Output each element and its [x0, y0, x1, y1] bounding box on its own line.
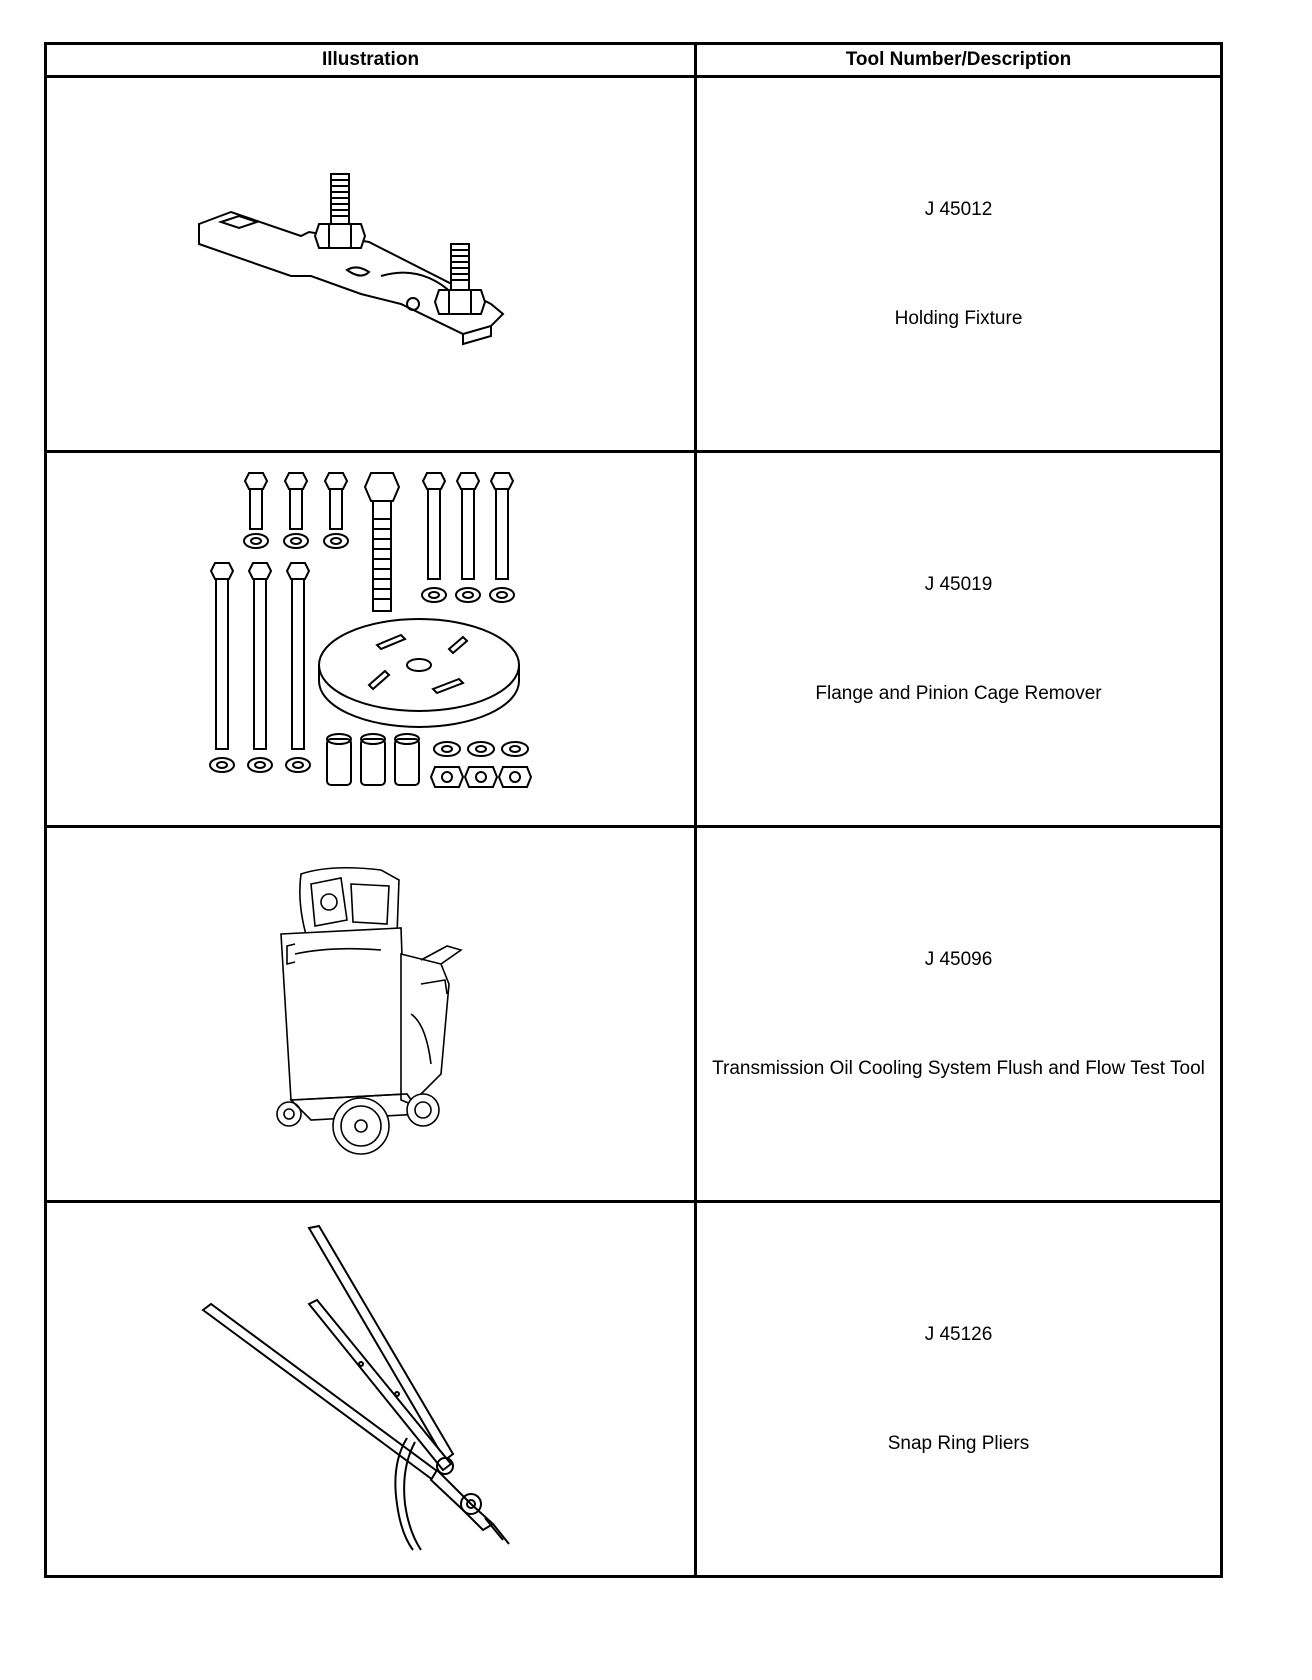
header-row [46, 44, 1222, 77]
tool-description: Holding Fixture [894, 307, 1023, 329]
illustration-cell [46, 452, 696, 827]
tool-description: Snap Ring Pliers [887, 1432, 1030, 1454]
table-row [46, 827, 1222, 1202]
table-row [46, 452, 1222, 827]
tool-number: J 45096 [924, 948, 993, 970]
tool-description: Transmission Oil Cooling System Flush and Flow Test Tool [712, 1057, 1205, 1079]
flush-flow-test-tool-illustration [271, 864, 471, 1164]
description-cell [696, 452, 1222, 827]
tool-number: J 45012 [924, 198, 993, 220]
tool-number: J 45019 [924, 573, 993, 595]
description-cell [696, 77, 1222, 452]
illustration-cell [46, 77, 696, 452]
tool-number: J 45126 [924, 1323, 993, 1345]
table-row [46, 77, 1222, 452]
flange-pinion-cage-remover-illustration [201, 469, 541, 809]
illustration-cell [46, 1202, 696, 1577]
snap-ring-pliers-illustration [201, 1224, 541, 1554]
header-tool-description: Tool Number/Description [696, 44, 1222, 77]
illustration-cell [46, 827, 696, 1202]
table-row [46, 1202, 1222, 1577]
description-cell [696, 1202, 1222, 1577]
holding-fixture-illustration [191, 164, 551, 364]
header-illustration: Illustration [46, 44, 696, 77]
tool-description: Flange and Pinion Cage Remover [815, 682, 1102, 704]
tool-table [44, 42, 1223, 1578]
description-cell [696, 827, 1222, 1202]
